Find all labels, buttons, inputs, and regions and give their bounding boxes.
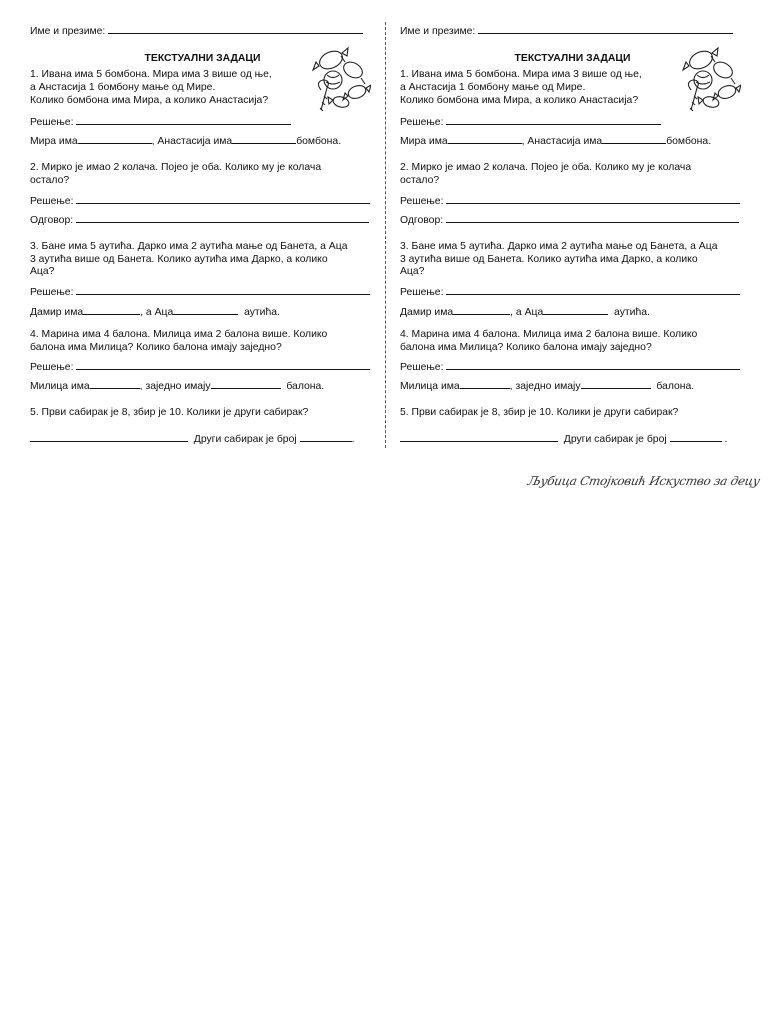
task1-solution-field[interactable]: [76, 115, 291, 125]
task1-answer-field-2[interactable]: [232, 134, 296, 144]
task2-line1: 2. Мирко је имао 2 колача. Појео је оба. Колико му је колача: [30, 162, 322, 173]
author-signature: Љубица Стојковић Искуство за децу: [526, 474, 762, 488]
task1-line2: а Анстасија 1 бомбону мање од Мире.: [30, 82, 216, 93]
task3-answer-row: [400, 305, 745, 319]
task4-line2: балона има Милица? Колико балона имају заједно?: [400, 342, 652, 353]
answer-text: бомбона.: [296, 136, 342, 147]
task2-solution-row: [30, 194, 375, 208]
task3-line1: 3. Бане има 5 аутића. Дарко има 2 аутића мање од Банета, а Аца: [30, 241, 348, 252]
solution-label: Решење:: [30, 117, 74, 128]
task1-line3: Колико бомбона има Мира, а колико Анастасија?: [400, 95, 639, 106]
task1-solution-field[interactable]: [446, 115, 661, 125]
name-field[interactable]: [478, 24, 733, 34]
task2-answer-field[interactable]: [76, 213, 369, 223]
task4-solution-field[interactable]: [76, 360, 370, 370]
task3-line1: 3. Бане има 5 аутића. Дарко има 2 аутића мање од Банета, а Аца: [400, 241, 718, 252]
task4-answer-field-2[interactable]: [211, 379, 281, 389]
answer-text: Дамир има: [400, 307, 454, 318]
answer-text: , Анастасија има: [521, 136, 603, 147]
task3-answer-field-2[interactable]: [173, 305, 238, 315]
answer-label: Одговор:: [400, 215, 444, 226]
task2-answer-row: [30, 213, 375, 227]
solution-label: Решење:: [30, 362, 74, 373]
solution-label: Решење:: [400, 117, 444, 128]
task4-answer-row: [400, 379, 745, 393]
answer-text: Мира има: [400, 136, 448, 147]
answer-text: аутића.: [244, 307, 280, 318]
answer-text: бомбона.: [666, 136, 712, 147]
task1-solution-row: [30, 115, 375, 129]
task1-line1: 1. Ивана има 5 бомбона. Мира има 3 више од ње,: [400, 69, 642, 80]
answer-text: аутића.: [614, 307, 650, 318]
worksheet-right: [400, 0, 745, 450]
task2-solution-field[interactable]: [446, 194, 740, 204]
answer-text: Мира има: [30, 136, 78, 147]
answer-text: .: [351, 434, 355, 445]
task1-solution-row: [400, 115, 745, 129]
solution-label: Решење:: [30, 287, 74, 298]
answer-text: , Анастасија има: [151, 136, 233, 147]
task1-answer-row: [30, 134, 375, 148]
answer-text: .: [724, 434, 728, 445]
task1-answer-field-2[interactable]: [602, 134, 666, 144]
task2-solution-row: [400, 194, 745, 208]
task3-line2: 3 аутића више од Банета. Колико аутића има Дарко, а колико: [30, 254, 328, 265]
task3-solution-field[interactable]: [76, 285, 370, 295]
task1-line3: Колико бомбона има Мира, а колико Анастасија?: [30, 95, 269, 106]
task4-solution-row: [400, 360, 745, 374]
answer-text: , заједно имају: [509, 381, 581, 392]
task2-solution-field[interactable]: [76, 194, 370, 204]
task2-line2: остало?: [30, 175, 70, 186]
worksheet-title: ТЕКСТУАЛНИ ЗАДАЦИ: [514, 53, 631, 64]
name-row: [400, 24, 745, 38]
task4-answer-field-1[interactable]: [90, 379, 140, 389]
task5-answer-row: [30, 432, 375, 446]
solution-label: Решење:: [400, 196, 444, 207]
worksheet-left: [30, 0, 375, 450]
answer-text: балона.: [286, 381, 325, 392]
task3-line2: 3 аутића више од Банета. Колико аутића има Дарко, а колико: [400, 254, 698, 265]
answer-label: Други сабирак је број: [563, 434, 667, 445]
task5-line1: 5. Први сабирак је 8, збир је 10. Колики је други сабирак?: [400, 407, 679, 418]
worksheet-title: ТЕКСТУАЛНИ ЗАДАЦИ: [144, 53, 261, 64]
task1-line2: а Анстасија 1 бомбону мање од Мире.: [400, 82, 586, 93]
task2-line2: остало?: [400, 175, 440, 186]
task4-line1: 4. Марина има 4 балона. Милица има 2 балона више. Колико: [400, 329, 698, 340]
solution-label: Решење:: [400, 287, 444, 298]
answer-label: Одговор:: [30, 215, 74, 226]
task5-answer-field[interactable]: [670, 432, 722, 442]
answer-label: Други сабирак је број: [193, 434, 297, 445]
answer-text: балона.: [656, 381, 695, 392]
task2-answer-row: [400, 213, 745, 227]
cut-line-divider: [385, 22, 386, 448]
task4-line1: 4. Марина има 4 балона. Милица има 2 балона више. Колико: [30, 329, 328, 340]
solution-label: Решење:: [30, 196, 74, 207]
task4-solution-row: [30, 360, 375, 374]
task3-answer-field-1[interactable]: [83, 305, 140, 315]
name-label: Име и презиме:: [400, 26, 476, 37]
task3-solution-field[interactable]: [446, 285, 740, 295]
task3-solution-row: [30, 285, 375, 299]
task4-line2: балона има Милица? Колико балона имају заједно?: [30, 342, 282, 353]
answer-text: , а Аца: [140, 307, 174, 318]
name-row: [30, 24, 375, 38]
task3-solution-row: [400, 285, 745, 299]
name-label: Име и презиме:: [30, 26, 106, 37]
task3-line3: Аца?: [400, 266, 425, 277]
task4-answer-row: [30, 379, 375, 393]
task1-line1: 1. Ивана има 5 бомбона. Мира има 3 више од ње,: [30, 69, 272, 80]
task1-answer-row: [400, 134, 745, 148]
task5-solution-field[interactable]: [30, 432, 188, 442]
task5-line1: 5. Први сабирак је 8, збир је 10. Колики је други сабирак?: [30, 407, 309, 418]
task1-answer-field-1[interactable]: [448, 134, 522, 144]
task3-line3: Аца?: [30, 266, 55, 277]
task1-answer-field-1[interactable]: [78, 134, 152, 144]
task4-answer-field-1[interactable]: [460, 379, 510, 389]
task4-solution-field[interactable]: [446, 360, 740, 370]
answer-text: , заједно имају: [139, 381, 211, 392]
answer-text: Милица има: [30, 381, 90, 392]
task3-answer-row: [30, 305, 375, 319]
answer-text: Милица има: [400, 381, 460, 392]
task3-answer-field-1[interactable]: [453, 305, 510, 315]
task2-answer-field[interactable]: [446, 213, 739, 223]
task3-answer-field-2[interactable]: [543, 305, 608, 315]
task4-answer-field-2[interactable]: [581, 379, 651, 389]
answer-text: Дамир има: [30, 307, 84, 318]
task5-answer-field[interactable]: [300, 432, 352, 442]
task5-answer-row: [400, 432, 745, 446]
task2-line1: 2. Мирко је имао 2 колача. Појео је оба. Колико му је колача: [400, 162, 692, 173]
answer-text: , а Аца: [510, 307, 544, 318]
task5-solution-field[interactable]: [400, 432, 558, 442]
solution-label: Решење:: [400, 362, 444, 373]
name-field[interactable]: [108, 24, 363, 34]
